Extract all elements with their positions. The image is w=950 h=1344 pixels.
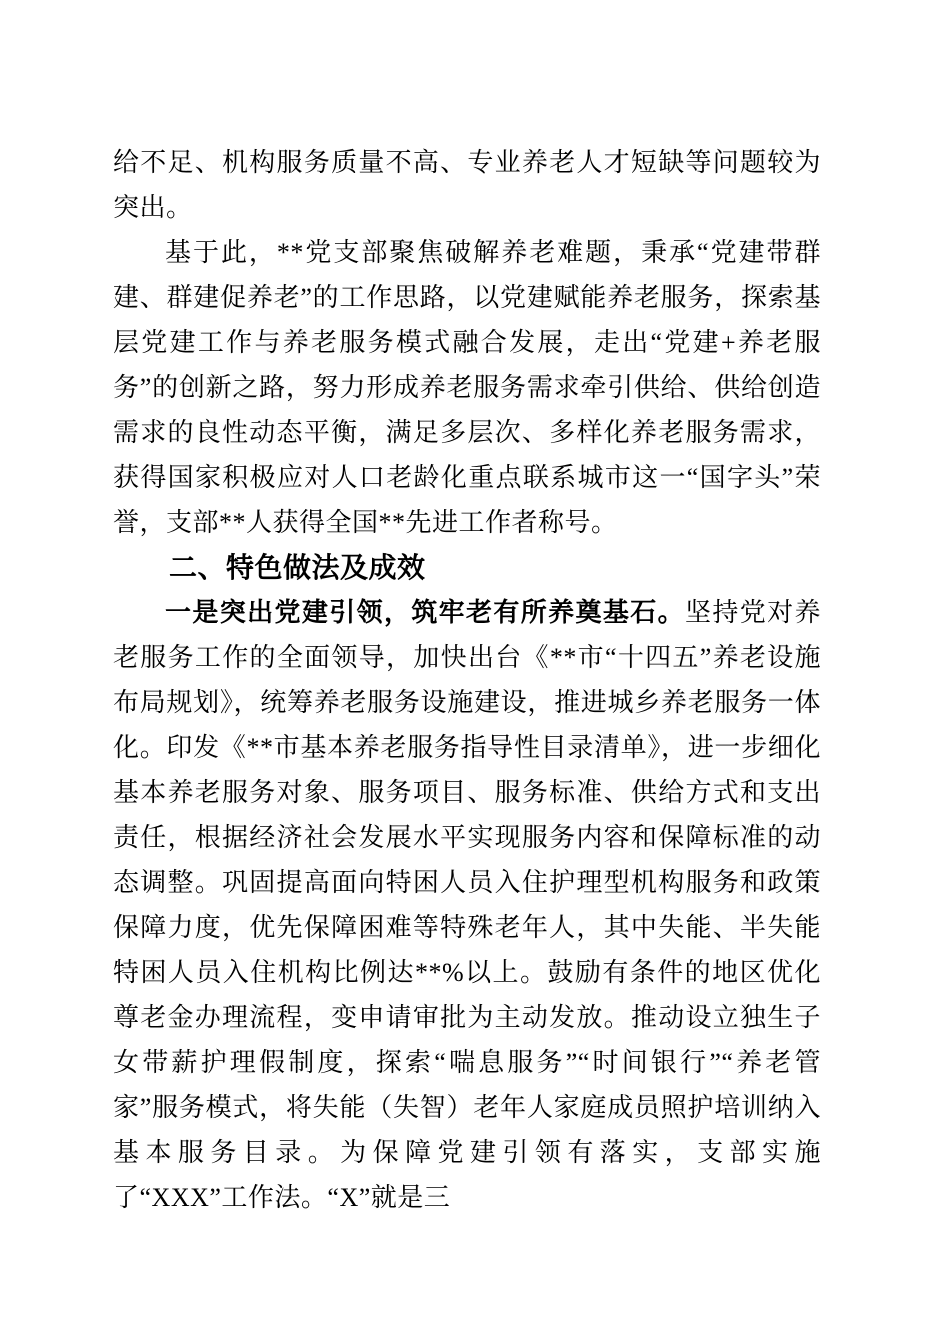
- paragraph-text: 给不足、机构服务质量不高、专业养老人才短缺等问题较为突出。: [113, 148, 821, 222]
- paragraph-practice-one: [113, 590, 821, 1220]
- paragraph-background-intro: [113, 230, 821, 545]
- paragraph-problems-carryover: [113, 140, 821, 230]
- document-text-body: [113, 140, 821, 1220]
- paragraph-text: 基于此，**党支部聚焦破解养老难题，秉承“党建带群建、群建促养老”的工作思路，以党建赋能养老服务，探索基层党建工作与养老服务模式融合发展，走出“党建+养老服务”的创新之路，努力形成养老服务需求牵引供给、供给创造需求的良性动态平衡，满足多层次、多样化养老服务需求，获得国家积极应对人口老龄化重点联系城市这一“国字头”荣誉，支部**人获得全国**先进工作者称号。: [113, 238, 821, 537]
- section-heading: [113, 545, 821, 590]
- paragraph-lead-bold-text: 一是突出党建引领，筑牢老有所养奠基石。: [165, 598, 685, 627]
- section-heading-text: 二、特色做法及成效: [169, 552, 426, 583]
- paragraph-text: 坚持党对养老服务工作的全面领导，加快出台《**市“十四五”养老设施布局规划》，统筹养老服务设施建设，推进城乡养老服务一体化。印发《**市基本养老服务指导性目录清单》，进一步细化基本养老服务对象、服务项目、服务标准、供给方式和支出责任，根据经济社会发展水平实现服务内容和保障标准的动态调整。巩固提高面向特困人员入住护理型机构服务和政策保障力度，优先保障困难等特殊老年人，其中失能、半失能特困人员入住机构比例达**%以上。鼓励有条件的地区优化尊老金办理流程，变申请审批为主动发放。推动设立独生子女带薪护理假制度，探索“喘息服务”“时间银行”“养老管家”服务模式，将失能（失智）老年人家庭成员照护培训纳入基本服务目录。为保障党建引领有落实，支部实施了“XXX”工作法。“X”就是三: [113, 598, 821, 1212]
